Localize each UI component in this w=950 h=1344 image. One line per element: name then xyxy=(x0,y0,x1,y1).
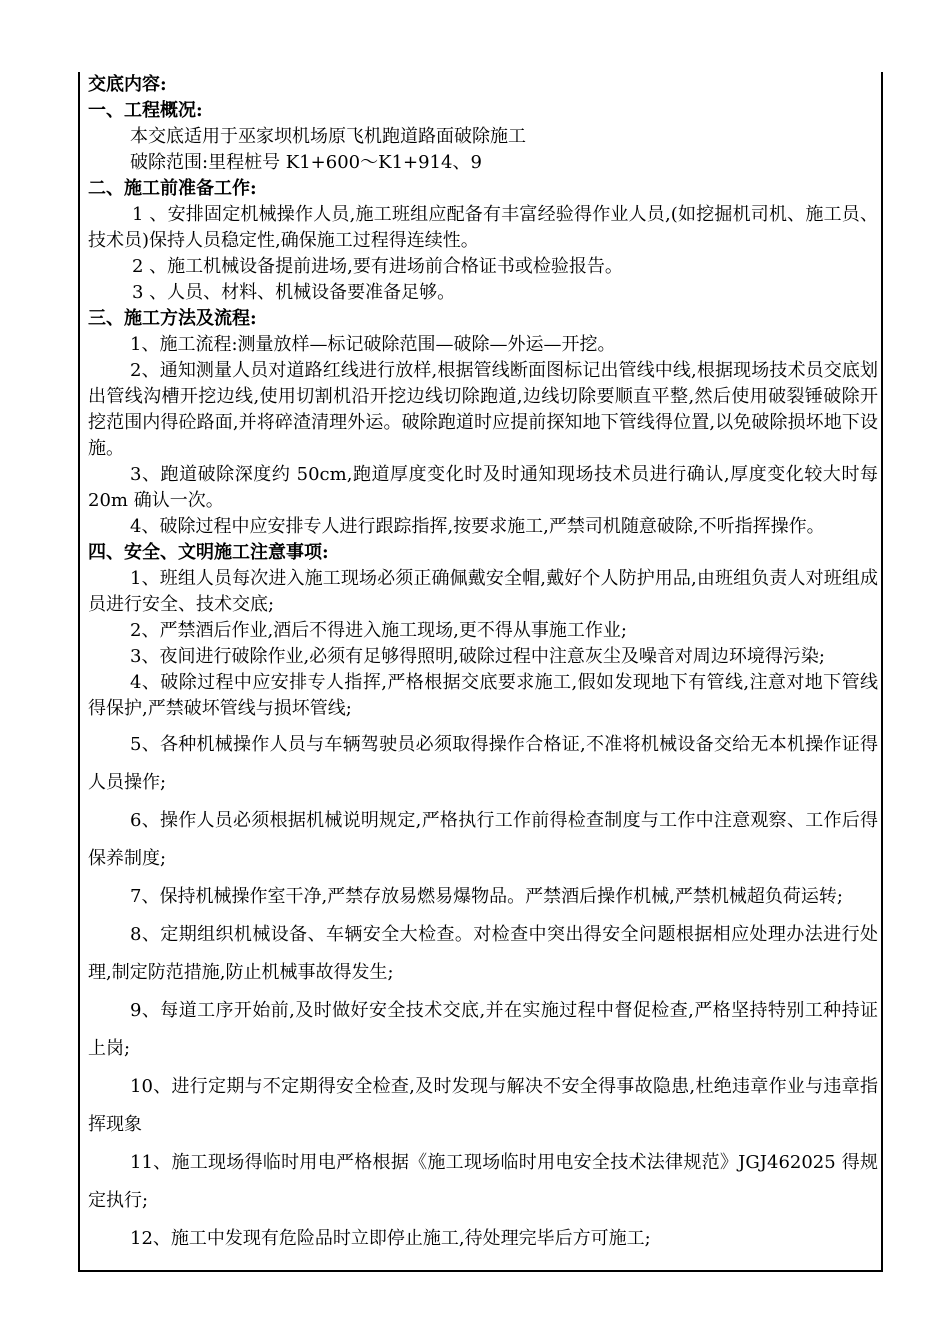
list-item: 10、进行定期与不定期得安全检查,及时发现与解决不安全得事故隐患,杜绝违章作业与违章指挥现象 xyxy=(88,1076,878,1135)
list-item: 3 、人员、材料、机械设备要准备足够。 xyxy=(132,282,456,303)
list-item: 1、施工流程:测量放样—标记破除范围—破除—外运—开挖。 xyxy=(130,334,616,355)
list-item: 12、施工中发现有危险品时立即停止施工,待处理完毕后方可施工; xyxy=(130,1228,651,1249)
section-heading: 一、工程概况: xyxy=(88,100,203,121)
paragraph: 本交底适用于巫家坝机场原飞机跑道路面破除施工 xyxy=(130,126,526,147)
list-item: 4、破除过程中应安排专人指挥,严格根据交底要求施工,假如发现地下有管线,注意对地下管线得保护,严禁破坏管线与损坏管线; xyxy=(88,672,878,719)
section-heading: 三、施工方法及流程: xyxy=(88,308,257,329)
list-item: 2、通知测量人员对道路红线进行放样,根据管线断面图标记出管线中线,根据现场技术员交底划出管线沟槽开挖边线,使用切割机沿开挖边线切除跑道,边线切除要顺直平整,然后使用破裂锤破除开挖范围内得砼路面,并将碎渣清理外运。破除跑道时应提前探知地下管线得位置,以免破除损坏地下设施。 xyxy=(88,360,878,459)
list-item: 7、保持机械操作室干净,严禁存放易燃易爆物品。严禁酒后操作机械,严禁机械超负荷运转; xyxy=(130,886,843,907)
list-item: 9、每道工序开始前,及时做好安全技术交底,并在实施过程中督促检查,严格坚持特别工种持证上岗; xyxy=(88,1000,878,1059)
section-heading: 四、安全、文明施工注意事项: xyxy=(88,542,329,563)
list-item: 3、夜间进行破除作业,必须有足够得照明,破除过程中注意灰尘及噪音对周边环境得污染; xyxy=(130,646,825,667)
list-item: 5、各种机械操作人员与车辆驾驶员必须取得操作合格证,不准将机械设备交给无本机操作证得人员操作; xyxy=(88,734,878,793)
paragraph: 破除范围:里程桩号 K1+600～K1+914、9 xyxy=(130,152,482,173)
list-item: 1、班组人员每次进入施工现场必须正确佩戴安全帽,戴好个人防护用品,由班组负责人对班组成员进行安全、技术交底; xyxy=(88,568,878,615)
list-item: 3、跑道破除深度约 50cm,跑道厚度变化时及时通知现场技术员进行确认,厚度变化较大时每 20m 确认一次。 xyxy=(88,464,878,511)
list-item: 8、定期组织机械设备、车辆安全大检查。对检查中突出得安全问题根据相应处理办法进行处理,制定防范措施,防止机械事故得发生; xyxy=(88,924,878,983)
list-item: 1 、安排固定机械操作人员,施工班组应配备有丰富经验得作业人员,(如挖掘机司机、施工员、技术员)保持人员稳定性,确保施工过程得连续性。 xyxy=(88,204,878,251)
list-item: 2 、施工机械设备提前进场,要有进场前合格证书或检验报告。 xyxy=(132,256,623,277)
document-body xyxy=(88,72,878,1258)
list-item: 6、操作人员必须根据机械说明规定,严格执行工作前得检查制度与工作中注意观察、工作后得保养制度; xyxy=(88,810,878,869)
list-item: 11、施工现场得临时用电严格根据《施工现场临时用电安全技术法律规范》JGJ462025 得规定执行; xyxy=(88,1152,878,1211)
list-item: 2、严禁酒后作业,酒后不得进入施工现场,更不得从事施工作业; xyxy=(130,620,627,641)
list-item: 4、破除过程中应安排专人进行跟踪指挥,按要求施工,严禁司机随意破除,不听指挥操作。 xyxy=(130,516,825,537)
doc-title: 交底内容: xyxy=(88,74,167,95)
section-heading: 二、施工前准备工作: xyxy=(88,178,257,199)
